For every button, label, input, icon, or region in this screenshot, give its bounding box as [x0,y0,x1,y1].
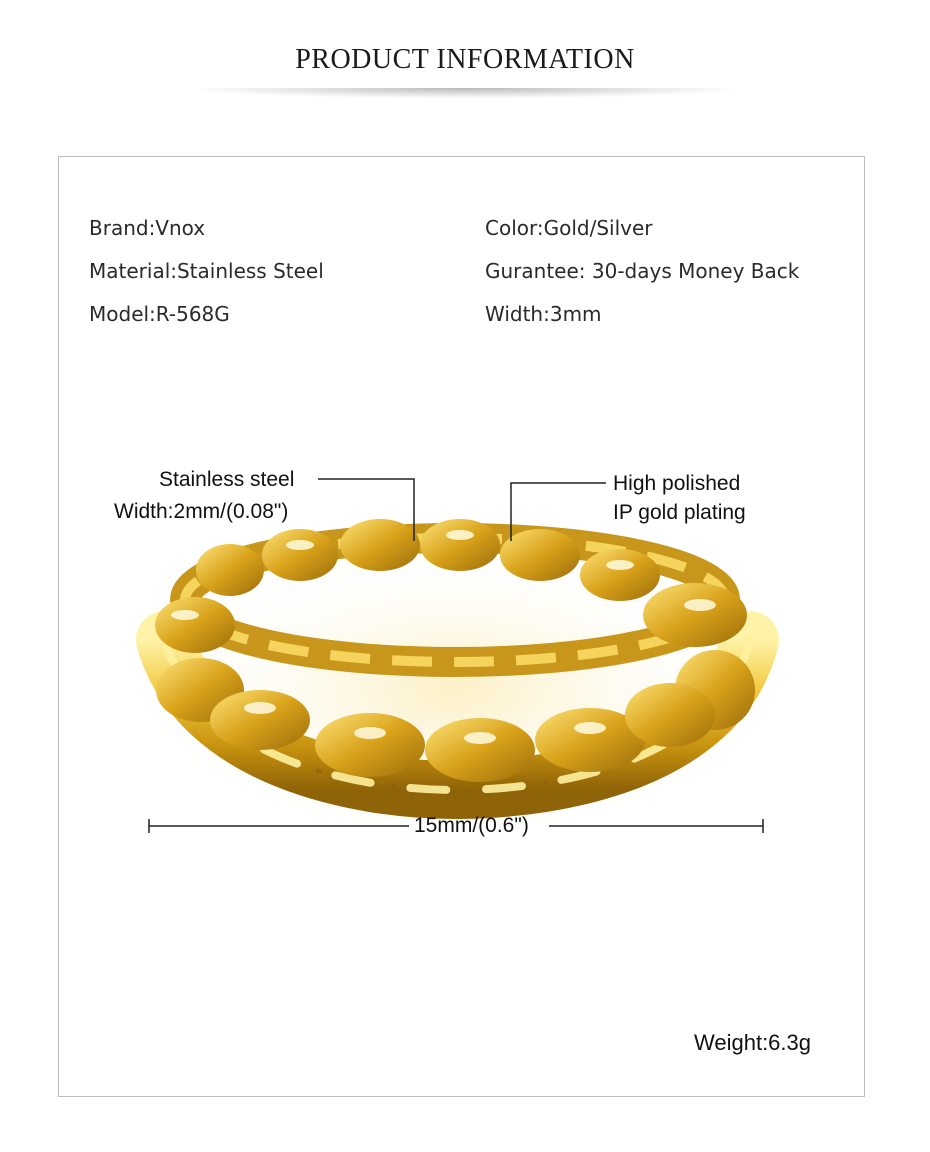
spec-brand: Brand:Vnox [89,216,206,240]
callout-material-label: Stainless steel [159,468,295,491]
spec-material: Material:Stainless Steel [89,259,324,283]
callout-strand-width: Width:2mm/(0.08") [114,500,289,523]
callout-plating-label: IP gold plating [613,501,746,524]
dimension-label: 15mm/(0.6") [414,814,529,837]
callout-finish-label: High polished [613,472,741,495]
spec-model: Model:R-568G [89,302,230,326]
spec-width: Width:3mm [485,302,602,326]
spec-color: Color:Gold/Silver [485,216,653,240]
weight-label: Weight:6.3g [694,1030,812,1055]
page-title: PRODUCT INFORMATION [295,44,635,75]
spec-guarantee: Gurantee: 30-days Money Back [485,259,800,283]
